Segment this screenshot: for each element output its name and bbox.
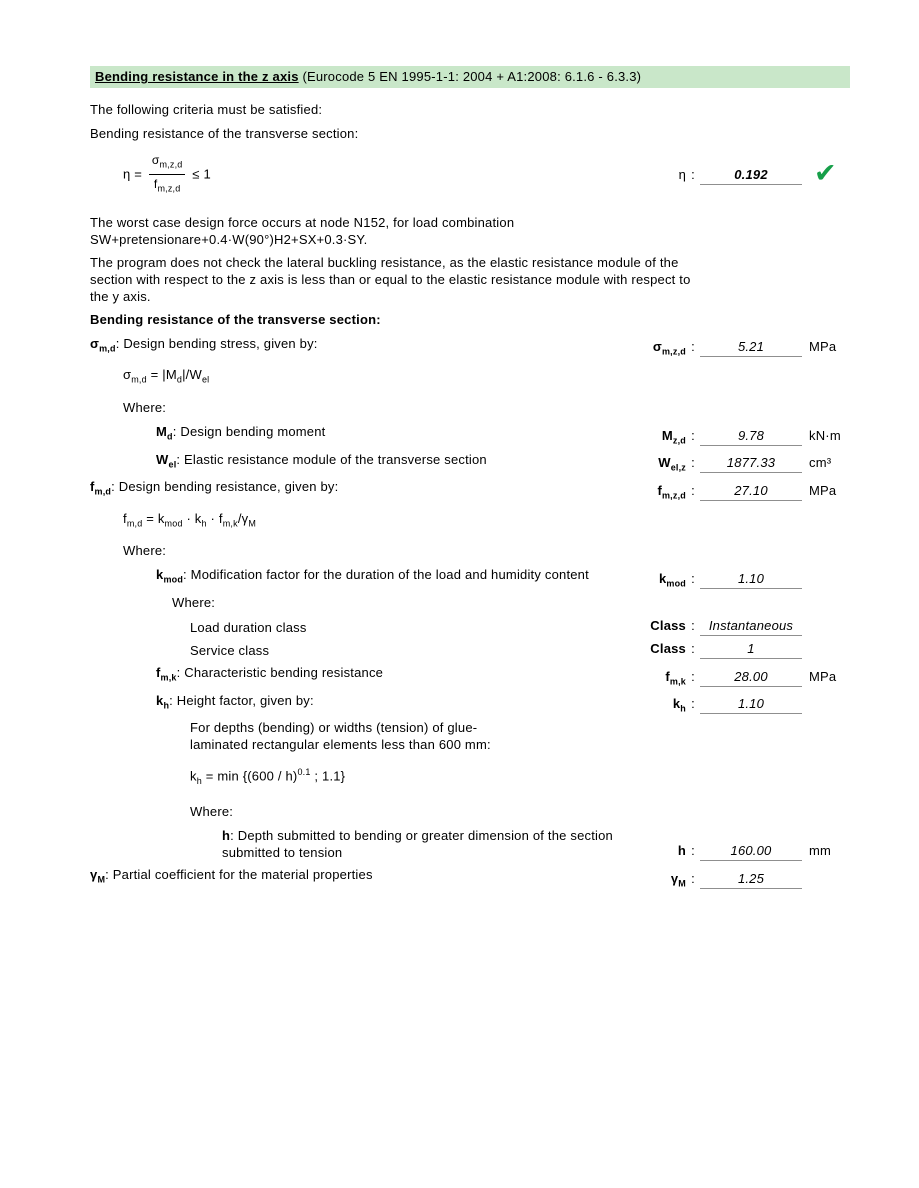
where-label: Where:	[123, 543, 167, 559]
value-label: Class	[650, 640, 686, 656]
value-field: 1	[700, 641, 802, 659]
definition-text: $M_d$: Design bending moment	[156, 423, 326, 442]
value-unit: mm	[809, 843, 832, 859]
value-unit: MPa	[809, 339, 837, 355]
fraction-denominator: $f_{m,z,d}$	[149, 174, 186, 197]
value-field: 1877.33	[700, 455, 802, 473]
definition-text: $W_{el}$: Elastic resistance module of the transverse section	[156, 451, 487, 470]
value-label: $k_{mod}$	[658, 570, 686, 589]
paragraph-lateral-buckling: The program does not check the lateral buckling resistance, as the elastic resistance module of the section with respect to the z axis is less than or equal to the elastic resistance module with respect to the y axis.	[90, 254, 691, 304]
value-group	[630, 571, 850, 589]
formula-fraction	[149, 152, 186, 198]
definition-row-kh	[90, 692, 850, 715]
value-field: 27.10	[700, 483, 802, 501]
value-label: $f_{m,k}$	[665, 668, 686, 687]
definition-text: $k_{mod}$: Modification factor for the duration of the load and humidity content	[156, 567, 589, 585]
subsection-heading: Bending resistance of the transverse section:	[90, 311, 381, 327]
value-unit: MPa	[809, 668, 837, 684]
colon: :	[691, 640, 695, 656]
kh-note: For depths (bending) or widths (tension) of glue-laminated rectangular elements less than 600 mm:	[190, 720, 491, 753]
colon: :	[691, 570, 695, 586]
value-field: Instantaneous	[700, 618, 802, 636]
formula-rhs: ≤ 1	[188, 166, 211, 182]
where-label: Where:	[123, 399, 167, 415]
value-group	[630, 339, 850, 357]
definition-row-load-duration	[90, 618, 850, 636]
value-group	[630, 483, 850, 501]
colon: :	[691, 843, 695, 859]
definition-row-service-class	[90, 641, 850, 659]
definition-text: $k_h$: Height factor, given by:	[156, 692, 314, 711]
formula-kh: $k_h = \min \{(600 / h)^{0.1}$ ; 1.1}	[190, 767, 346, 787]
result-value: 0.192	[700, 167, 802, 185]
definition-text: Service class	[190, 642, 270, 658]
definition-text: h: Depth submitted to bending or greater dimension of the section submitted to tension	[222, 828, 613, 861]
value-label: Class	[650, 617, 686, 633]
colon: :	[691, 617, 695, 633]
value-group	[630, 871, 850, 889]
colon: :	[691, 696, 695, 712]
definition-row-fmd	[90, 478, 850, 501]
colon: :	[691, 455, 695, 471]
formula-fmd: $f_{m,d} = k_{mod} \cdot k_h \cdot f_{m,k}/\gamma_M$	[123, 510, 257, 529]
formula-lhs: η =	[123, 166, 146, 182]
colon: :	[691, 427, 695, 443]
criterion-row	[90, 152, 850, 198]
definition-text: $\gamma_M$: Partial coefficient for the material properties	[90, 867, 373, 885]
value-label: $M_{z,d}$	[661, 427, 686, 446]
value-unit: MPa	[809, 482, 837, 498]
section-header-bar	[90, 66, 850, 88]
value-group	[630, 455, 850, 473]
value-field: 1.25	[700, 871, 802, 889]
value-field: 1.10	[700, 571, 802, 589]
paragraph-worst-case: The worst case design force occurs at node N152, for load combination SW+pretensionare+0.4·W(90°)H2+SX+0.3·SY.	[90, 214, 515, 247]
criterion-formula	[90, 152, 630, 198]
value-field: 160.00	[700, 843, 802, 861]
value-group	[630, 669, 850, 687]
definition-row-md	[90, 423, 850, 446]
value-group	[630, 428, 850, 446]
definition-row-wel	[90, 451, 850, 474]
definition-row-sigma	[90, 335, 850, 358]
value-label: $\sigma_{m,z,d}$	[652, 339, 686, 357]
value-group	[630, 618, 850, 636]
colon: :	[691, 668, 695, 684]
value-field: 5.21	[700, 339, 802, 357]
definition-row-gamma	[90, 866, 850, 889]
definition-text: Load duration class	[190, 619, 307, 635]
definition-row-h	[90, 827, 850, 861]
value-label: $W_{el,z}$	[658, 455, 686, 473]
intro-line-2: Bending resistance of the transverse section:	[90, 126, 359, 141]
intro-line-1: The following criteria must be satisfied:	[90, 102, 323, 117]
value-field: 9.78	[700, 428, 802, 446]
fraction-numerator: $\sigma_{m,z,d}$	[151, 153, 183, 170]
result-label: η	[678, 166, 686, 182]
where-label: Where:	[172, 594, 216, 610]
section-title: Bending resistance in the z axis	[95, 69, 299, 84]
value-unit: cm³	[809, 455, 832, 471]
value-group	[630, 696, 850, 714]
value-group	[630, 843, 850, 861]
value-field: 28.00	[700, 669, 802, 687]
definition-text: $f_{m,k}$: Characteristic bending resistance	[156, 664, 384, 683]
definition-text: $f_{m,d}$: Design bending resistance, given by:	[90, 479, 339, 497]
value-unit: kN·m	[809, 427, 841, 443]
definition-row-fmk	[90, 664, 850, 687]
value-label: $k_h$	[672, 696, 686, 714]
value-group	[630, 641, 850, 659]
value-label: $f_{m,z,d}$	[657, 482, 686, 501]
check-icon: ✔	[814, 157, 837, 188]
value-label: $\gamma_M$	[670, 870, 686, 889]
value-field: 1.10	[700, 696, 802, 714]
colon: :	[691, 482, 695, 498]
definition-row-kmod	[90, 566, 850, 589]
where-label: Where:	[190, 804, 234, 820]
colon: :	[691, 870, 695, 886]
criterion-result	[630, 157, 850, 188]
formula-sigma: $\sigma_{m,d} = |M_d|/W_{el}$	[123, 367, 210, 385]
definition-text: $\sigma_{m,d}$: Design bending stress, given by:	[90, 335, 318, 354]
value-label: h	[677, 843, 686, 859]
colon: :	[691, 339, 695, 355]
colon: :	[691, 166, 695, 182]
section-subtitle: (Eurocode 5 EN 1995-1-1: 2004 + A1:2008: 6.1.6 - 6.3.3)	[298, 69, 642, 84]
